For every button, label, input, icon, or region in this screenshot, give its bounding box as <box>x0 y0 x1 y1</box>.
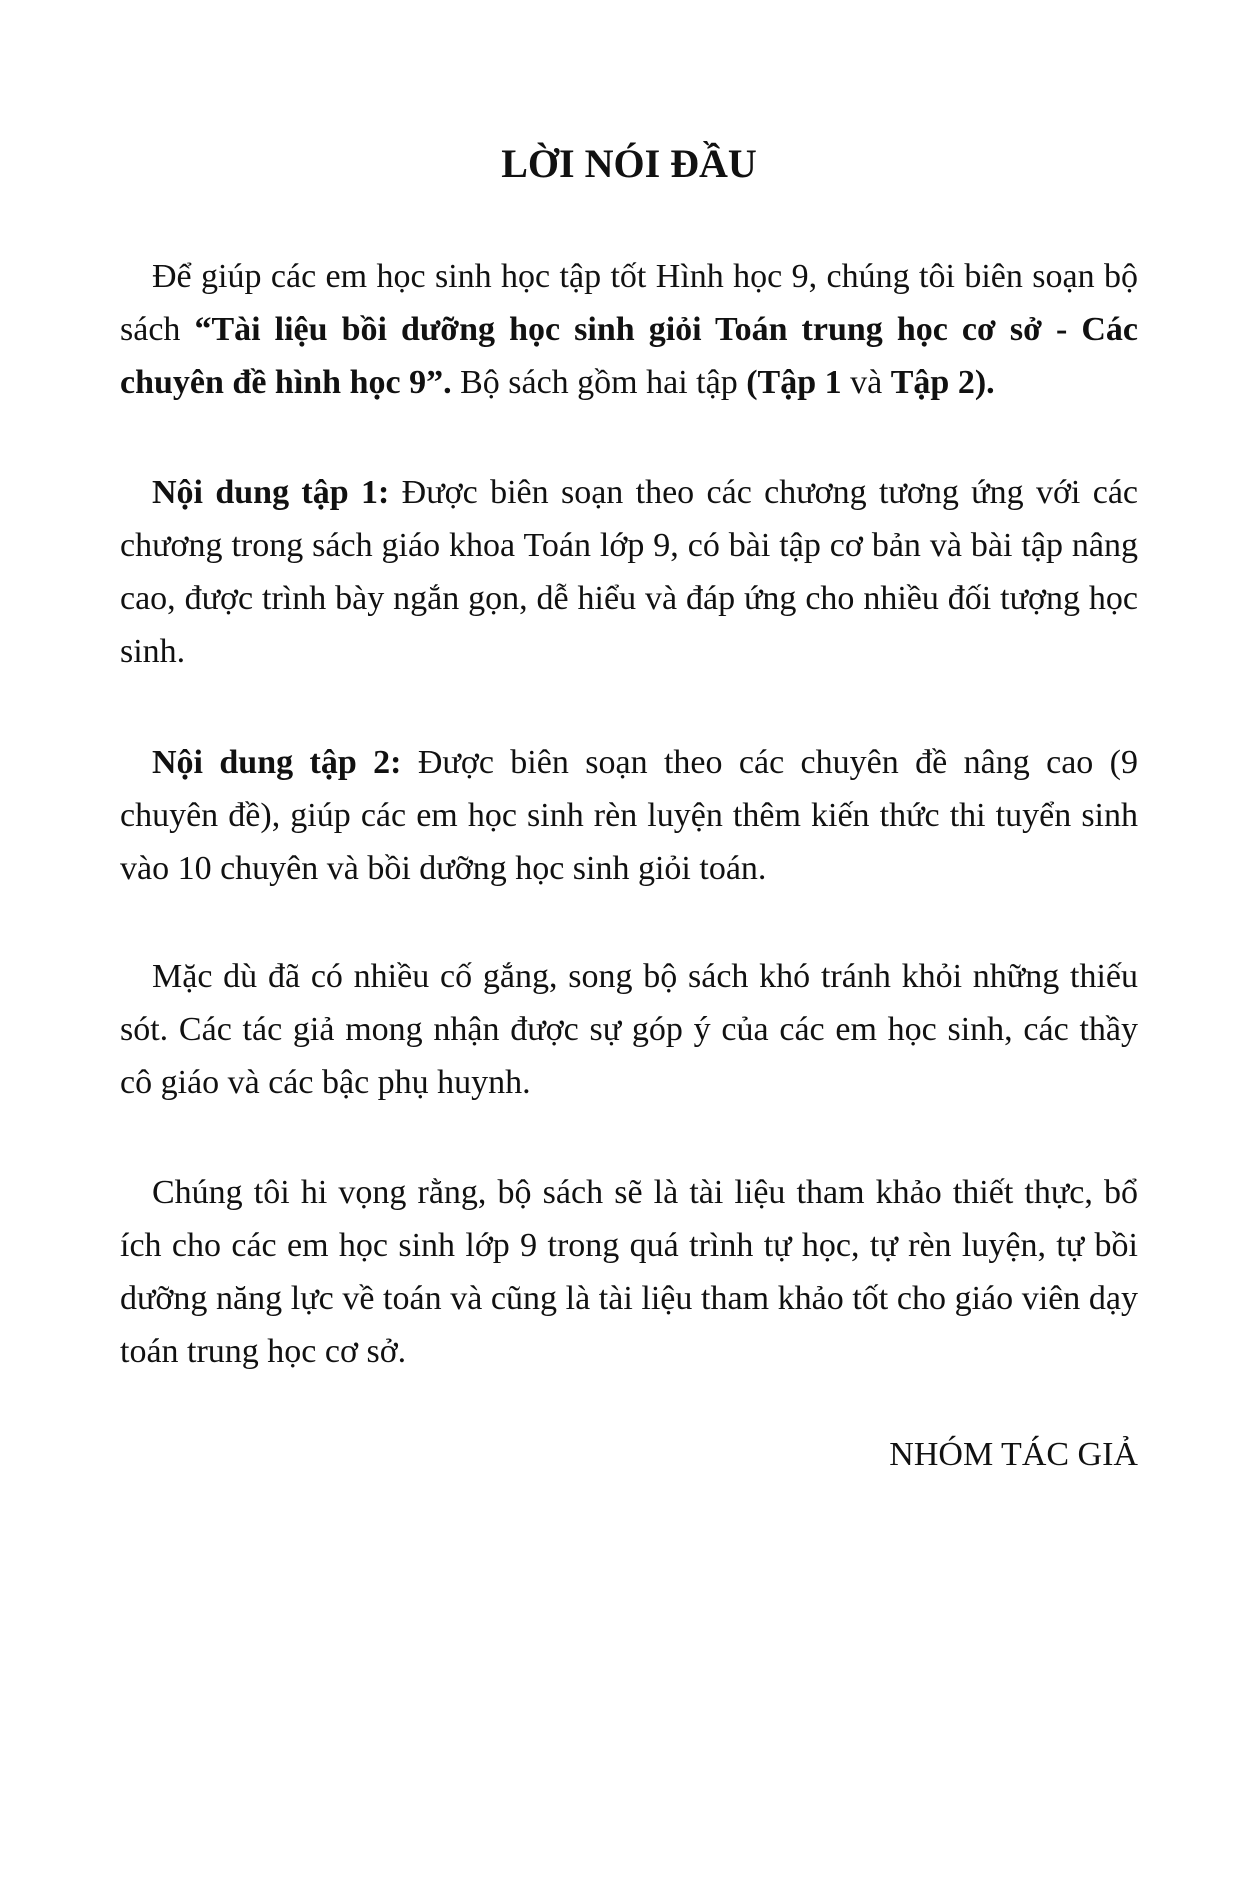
document-page <box>120 0 1138 1890</box>
close-paren: ). <box>974 364 995 401</box>
intro-text-mid: Bộ sách gồm hai tập <box>451 364 747 401</box>
intro-paragraph <box>120 250 1138 409</box>
page-title: LỜI NÓI ĐẦU <box>501 141 757 186</box>
volume-1-paragraph <box>120 466 1138 678</box>
book-title: “Tài liệu bồi dưỡng học sinh giỏi Toán trung học cơ sở - Các chuyên đề hình học 9”. <box>120 311 1138 401</box>
volume-1-label: Nội dung tập 1: <box>152 474 390 511</box>
intro-text-start: Để giúp các em học sinh học tập tốt Hình học 9, chúng tôi biên soạn bộ sách <box>120 258 1138 348</box>
hope-paragraph: Chúng tôi hi vọng rằng, bộ sách sẽ là tài liệu tham khảo thiết thực, bổ ích cho các em học sinh lớp 9 trong quá trình tự học, tự rèn luyện, tự bồi dưỡng năng lực về toán và cũng là tài liệu tham khảo tốt cho giáo viên dạy toán trung học cơ sở. <box>120 1174 1138 1370</box>
open-paren: ( <box>746 364 758 401</box>
volume-1-ref: Tập 1 <box>757 364 842 401</box>
volume-2-label: Nội dung tập 2: <box>152 744 402 781</box>
apology-paragraph: Mặc dù đã có nhiều cố gắng, song bộ sách khó tránh khỏi những thiếu sót. Các tác giả mong nhận được sự góp ý của các em học sinh, các thầy cô giáo và các bậc phụ huynh. <box>120 958 1138 1101</box>
signature: NHÓM TÁC GIẢ <box>889 1436 1138 1473</box>
and-text: và <box>841 364 891 401</box>
volume-1-text: Được biên soạn theo các chương tương ứng với các chương trong sách giáo khoa Toán lớp 9, có bài tập cơ bản và bài tập nâng cao, được trình bày ngắn gọn, dễ hiểu và đáp ứng cho nhiều đối tượng học sinh. <box>120 474 1138 670</box>
volume-2-text: Được biên soạn theo các chuyên đề nâng cao (9 chuyên đề), giúp các em học sinh rèn luyện thêm kiến thức thi tuyển sinh vào 10 chuyên và bồi dưỡng học sinh giỏi toán. <box>120 744 1138 887</box>
volume-2-ref: Tập 2 <box>890 364 975 401</box>
volume-2-paragraph <box>120 736 1138 895</box>
